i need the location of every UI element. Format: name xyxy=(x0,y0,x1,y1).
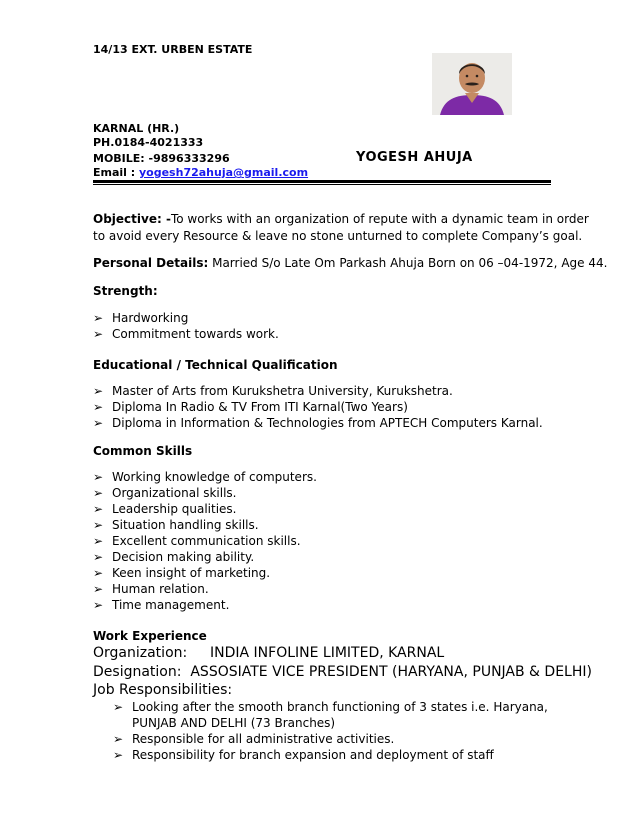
list-item: ➢ Time management. xyxy=(93,598,230,612)
mobile-line: MOBILE: -9896333296 xyxy=(93,152,230,165)
responsibilities-list xyxy=(113,699,572,763)
applicant-name: YOGESH AHUJA xyxy=(356,150,473,165)
profile-photo xyxy=(432,53,512,115)
strength-list xyxy=(93,310,279,342)
list-item: ➢ Leadership qualities. xyxy=(93,502,237,516)
bullet-arrow-icon: ➢ xyxy=(93,534,104,548)
bullet-arrow-icon: ➢ xyxy=(93,550,104,564)
bullet-arrow-icon: ➢ xyxy=(93,327,104,341)
bullet-arrow-icon: ➢ xyxy=(113,700,124,714)
bullet-arrow-icon: ➢ xyxy=(93,518,104,532)
email-link[interactable]: yogesh72ahuja@gmail.com xyxy=(139,166,309,179)
objective-text-line2: to avoid every Resource & leave no stone unturned to complete Company’s goal. xyxy=(93,229,583,243)
bullet-arrow-icon: ➢ xyxy=(93,416,104,430)
list-item: ➢ Human relation. xyxy=(93,582,209,596)
objective-label: Objective: - xyxy=(93,212,171,226)
bullet-arrow-icon: ➢ xyxy=(93,384,104,398)
designation-value: ASSOSIATE VICE PRESIDENT (HARYANA, PUNJAB & DELHI) xyxy=(190,664,592,680)
bullet-arrow-icon: ➢ xyxy=(93,470,104,484)
list-item: ➢ Master of Arts from Kurukshetra University, Kurukshetra. xyxy=(93,384,453,398)
bullet-arrow-icon: ➢ xyxy=(93,311,104,325)
education-heading: Educational / Technical Qualification xyxy=(93,358,338,372)
list-item: ➢ Commitment towards work. xyxy=(93,327,279,341)
list-item: ➢ Diploma in Information & Technologies from APTECH Computers Karnal. xyxy=(93,416,543,430)
header-divider-thin xyxy=(93,184,551,185)
personal-details xyxy=(93,256,607,270)
bullet-arrow-icon: ➢ xyxy=(93,566,104,580)
list-item: ➢ Keen insight of marketing. xyxy=(93,566,271,580)
list-item: ➢ Excellent communication skills. xyxy=(93,534,301,548)
list-item: ➢ Responsibility for branch expansion and deployment of staff xyxy=(113,748,494,762)
skills-list xyxy=(93,469,317,613)
strength-heading: Strength: xyxy=(93,284,158,298)
list-item: ➢ Responsible for all administrative activities. xyxy=(113,732,395,746)
bullet-arrow-icon: ➢ xyxy=(113,748,124,762)
designation-line xyxy=(93,664,592,680)
bullet-arrow-icon: ➢ xyxy=(93,502,104,516)
bullet-arrow-icon: ➢ xyxy=(113,732,124,746)
address-line: 14/13 EXT. URBEN ESTATE xyxy=(93,43,253,56)
profile-photo-image xyxy=(432,53,512,115)
bullet-arrow-icon: ➢ xyxy=(93,598,104,612)
city-line: KARNAL (HR.) xyxy=(93,122,180,135)
email-label: Email : xyxy=(93,166,139,179)
organization-value: INDIA INFOLINE LIMITED, KARNAL xyxy=(210,645,445,661)
list-item: ➢ Looking after the smooth branch functioning of 3 states i.e. Haryana, PUNJAB AND DELHI (73 Branches) xyxy=(113,700,548,730)
list-item: ➢ Hardworking xyxy=(93,311,189,325)
personal-label: Personal Details: xyxy=(93,256,209,270)
list-item: ➢ Decision making ability. xyxy=(93,550,255,564)
list-item: ➢ Organizational skills. xyxy=(93,486,237,500)
organization-line xyxy=(93,645,444,661)
bullet-arrow-icon: ➢ xyxy=(93,400,104,414)
organization-label: Organization: xyxy=(93,645,188,661)
job-responsibilities-label: Job Responsibilities: xyxy=(93,682,233,698)
skills-heading: Common Skills xyxy=(93,444,193,458)
bullet-arrow-icon: ➢ xyxy=(93,486,104,500)
list-item: ➢ Working knowledge of computers. xyxy=(93,470,317,484)
designation-label: Designation: xyxy=(93,664,182,680)
list-item: ➢ Situation handling skills. xyxy=(93,518,259,532)
phone-line: PH.0184-4021333 xyxy=(93,136,204,149)
email-line xyxy=(93,166,308,179)
list-item: ➢ Diploma In Radio & TV From ITI Karnal(Two Years) xyxy=(93,400,408,414)
personal-text: Married S/o Late Om Parkash Ahuja Born on 06 –04-1972, Age 44. xyxy=(208,256,608,270)
bullet-arrow-icon: ➢ xyxy=(93,582,104,596)
education-list xyxy=(93,383,543,431)
work-heading: Work Experience xyxy=(93,629,207,643)
objective-section xyxy=(93,211,589,245)
header-divider-thick xyxy=(93,180,551,183)
objective-text-line1: To works with an organization of repute with a dynamic team in order xyxy=(170,212,589,226)
